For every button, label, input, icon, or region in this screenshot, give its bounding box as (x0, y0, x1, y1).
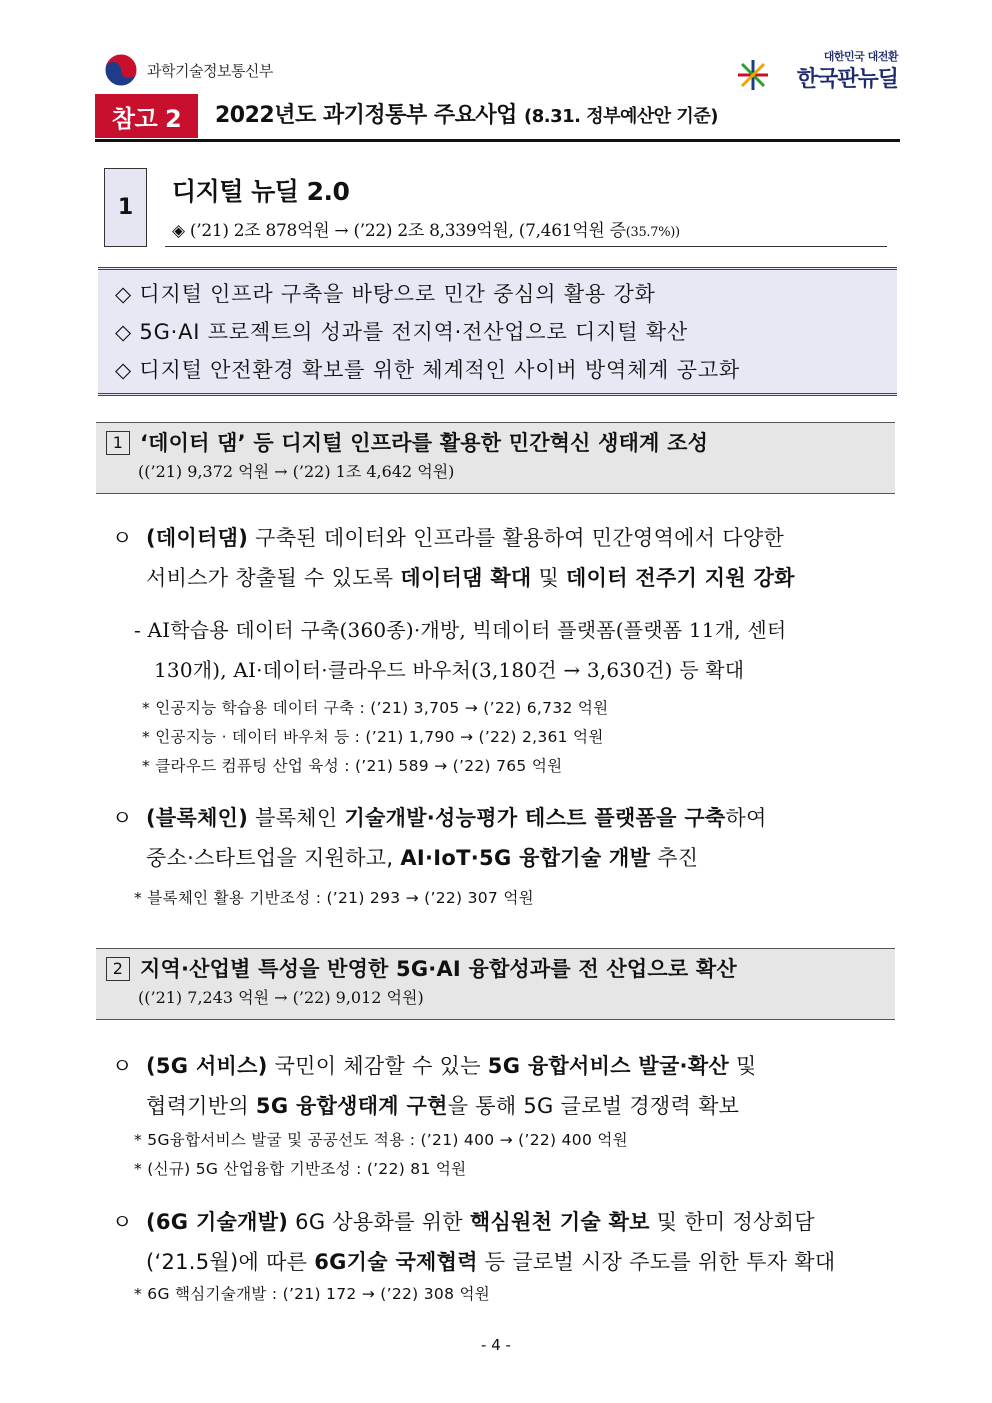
6g-paragraph (112, 1202, 835, 1282)
subsection-2-budget: ((’21) 7,243 억원 → (’22) 9,012 억원) (138, 988, 424, 1007)
item-text: 하여 (725, 806, 767, 830)
goals-box (98, 267, 897, 396)
item-title: (5G 서비스) (146, 1054, 268, 1078)
taegeuk-emblem-icon (103, 52, 139, 88)
item-emphasis: 핵심원천 기술 확보 (469, 1210, 650, 1234)
item-emphasis: 기술개발·성능평가 테스트 플랫폼을 구축 (344, 806, 726, 830)
item-text: 서비스가 창출될 수 있도록 (146, 566, 401, 590)
goal-item: ◇ 디지털 인프라 구축을 바탕으로 민간 중심의 활용 강화 (115, 282, 656, 306)
page-title (215, 98, 718, 129)
page-title-main: 2022년도 과기정통부 주요사업 (215, 103, 524, 128)
item-text: 등 글로벌 시장 주도를 위한 투자 확대 (477, 1250, 836, 1274)
item-emphasis: 6G기술 국제협력 (314, 1250, 478, 1274)
subsection-1-number: 1 (106, 431, 130, 455)
subsection-1-title (106, 427, 895, 457)
5g-notes (134, 1126, 628, 1184)
subsection-1-heading (96, 422, 895, 494)
section-budget (172, 216, 680, 241)
item-text: (‘21.5월)에 따른 (146, 1250, 315, 1274)
item-text: 및 (729, 1054, 757, 1078)
item-title: (6G 기술개발) (146, 1210, 289, 1234)
subsection-2-title-text: 지역·산업별 특성을 반영한 5G·AI 융합성과를 전 산업으로 확산 (140, 957, 737, 981)
item-text: 추진 (650, 846, 699, 870)
item-text: 및 (531, 566, 567, 590)
dash-line: - AI학습용 데이터 구축(360종)·개방, 빅데이터 플랫폼(플랫폼 11개, 센터 (134, 618, 787, 642)
reference-label: 참고 2 (95, 94, 198, 138)
item-text: 구축된 데이터와 인프라를 활용하여 민간영역에서 다양한 (248, 526, 785, 550)
note-line: * 클라우드 컴퓨팅 산업 육성 : (’21) 589 → (’22) 765 억원 (142, 757, 563, 775)
subsection-2-heading (96, 948, 895, 1020)
item-text: 국민이 체감할 수 있는 (267, 1054, 488, 1078)
item-text: 협력기반의 (146, 1094, 256, 1118)
data-dam-paragraph (112, 518, 795, 598)
page-number: - 4 - (481, 1336, 511, 1354)
data-dam-notes (142, 694, 608, 781)
new-deal-star-icon (734, 56, 772, 94)
note-line: * 인공지능 · 데이터 바우처 등 : (’21) 1,790 → (’22) 2,361 억원 (142, 728, 604, 746)
bullet: ㅇ (112, 526, 133, 550)
korean-new-deal-logo (732, 48, 902, 94)
goal-item: ◇ 5G·AI 프로젝트의 성과를 전지역·전산업으로 디지털 확산 (115, 320, 688, 344)
item-text: 중소·스타트업을 지원하고, (146, 846, 401, 870)
title-underline (95, 139, 900, 142)
blockchain-note: * 블록체인 활용 기반조성 : (’21) 293 → (’22) 307 억원 (134, 889, 534, 907)
section-underline (165, 246, 887, 247)
ministry-name: 과학기술정보통신부 (147, 61, 273, 80)
dash-line: 130개), AI·데이터·클라우드 바우처(3,180건 → 3,630건) 등 확대 (154, 658, 745, 682)
blockchain-paragraph (112, 798, 767, 878)
bullet: ㅇ (112, 806, 133, 830)
bullet: ㅇ (112, 1054, 133, 1078)
subsection-1-budget: ((’21) 9,372 억원 → (’22) 1조 4,642 억원) (138, 462, 455, 481)
subsection-2-number: 2 (106, 957, 130, 981)
new-deal-wordmark: 한국판뉴딜 (796, 67, 898, 92)
subsection-2-title (106, 953, 895, 983)
new-deal-tagline: 대한민국 대전환 (823, 50, 898, 63)
goal-item: ◇ 디지털 안전환경 확보를 위한 체계적인 사이버 방역체계 공고화 (115, 358, 740, 382)
item-title: (블록체인) (146, 806, 249, 830)
subsection-1-title-text: ‘데이터 댐’ 등 디지털 인프라를 활용한 민간혁신 생태계 조성 (140, 431, 709, 455)
page-title-sub: (8.31. 정부예산안 기준) (523, 106, 718, 127)
note-line: * (신규) 5G 산업융합 기반조성 : (’22) 81 억원 (134, 1160, 467, 1178)
item-emphasis: 데이터 전주기 지원 강화 (566, 566, 795, 590)
note-line: * 인공지능 학습용 데이터 구축 : (’21) 3,705 → (’22) 6,732 억원 (142, 699, 609, 717)
ai-data-dash-item (134, 610, 786, 690)
section-budget-pct: (35.7%)) (625, 225, 680, 240)
item-emphasis: 5G 융합서비스 발굴·확산 (487, 1054, 730, 1078)
item-text: 을 통해 5G 글로벌 경쟁력 확보 (447, 1094, 740, 1118)
item-text: 및 한미 정상회담 (649, 1210, 815, 1234)
5g-service-paragraph (112, 1046, 757, 1126)
section-budget-text: ◈ (’21) 2조 878억원 → (’22) 2조 8,339억원, (7,461억원 증 (172, 221, 626, 241)
item-title: (데이터댐) (146, 526, 249, 550)
6g-note: * 6G 핵심기술개발 : (’21) 172 → (’22) 308 억원 (134, 1285, 491, 1303)
bullet: ㅇ (112, 1210, 133, 1234)
item-emphasis: 데이터댐 확대 (400, 566, 532, 590)
item-text: 6G 상용화를 위한 (288, 1210, 470, 1234)
item-emphasis: 5G 융합생태계 구현 (255, 1094, 448, 1118)
ministry-logo (103, 52, 273, 88)
section-number: 1 (104, 168, 147, 247)
item-emphasis: AI·IoT·5G 융합기술 개발 (400, 846, 651, 870)
section-title: 디지털 뉴딜 2.0 (172, 177, 350, 206)
note-line: * 5G융합서비스 발굴 및 공공선도 적용 : (’21) 400 → (’22) 400 억원 (134, 1131, 628, 1149)
item-text: 블록체인 (248, 806, 345, 830)
